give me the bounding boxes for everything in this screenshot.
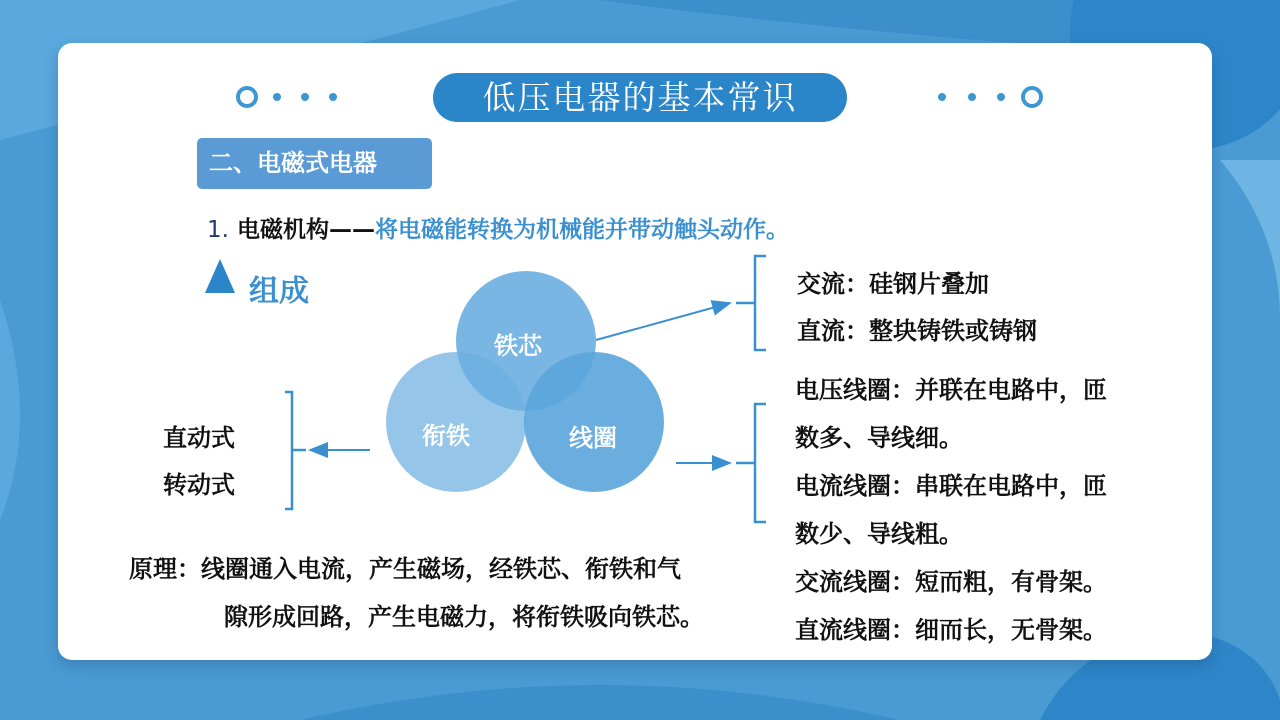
heading-term: 电磁机构—— [236, 217, 375, 243]
heading-number: 1. [207, 217, 229, 243]
armature-type-rotary: 转动式 [163, 471, 235, 499]
circle-label-core: 铁芯 [494, 332, 542, 360]
coil-type-line: 电流线圈：串联在电路中，匝 [795, 472, 1107, 500]
section-label: 二、电磁式电器 [197, 138, 432, 189]
bracket-armature [285, 392, 306, 509]
coil-type-line: 电压线圈：并联在电路中，匝 [795, 376, 1107, 404]
armature-type-direct: 直动式 [163, 424, 235, 452]
arrow-core [596, 303, 730, 340]
coil-type-line: 直流线圈：细而长，无骨架。 [795, 616, 1107, 644]
coil-type-line: 交流线圈：短而粗，有骨架。 [795, 568, 1107, 596]
circle-label-coil: 线圈 [569, 424, 617, 452]
page-title: 低压电器的基本常识 [433, 73, 847, 122]
principle-line-1: 原理：线圈通入电流，产生磁场，经铁芯、衔铁和气 [129, 555, 681, 583]
core-type-dc: 直流：整块铸铁或铸钢 [797, 317, 1037, 345]
bracket-core [736, 256, 766, 350]
coil-type-line: 数少、导线粗。 [795, 520, 963, 548]
principle-line-2: 隙形成回路，产生电磁力，将衔铁吸向铁芯。 [224, 603, 704, 631]
circle-label-armature: 衔铁 [422, 422, 470, 450]
core-type-ac: 交流：硅钢片叠加 [797, 270, 989, 298]
coil-type-line: 数多、导线细。 [795, 424, 963, 452]
heading-description: 将电磁能转换为机械能并带动触头动作。 [374, 217, 789, 243]
bracket-coil [736, 404, 766, 522]
composition-label: 组成 [249, 274, 309, 309]
